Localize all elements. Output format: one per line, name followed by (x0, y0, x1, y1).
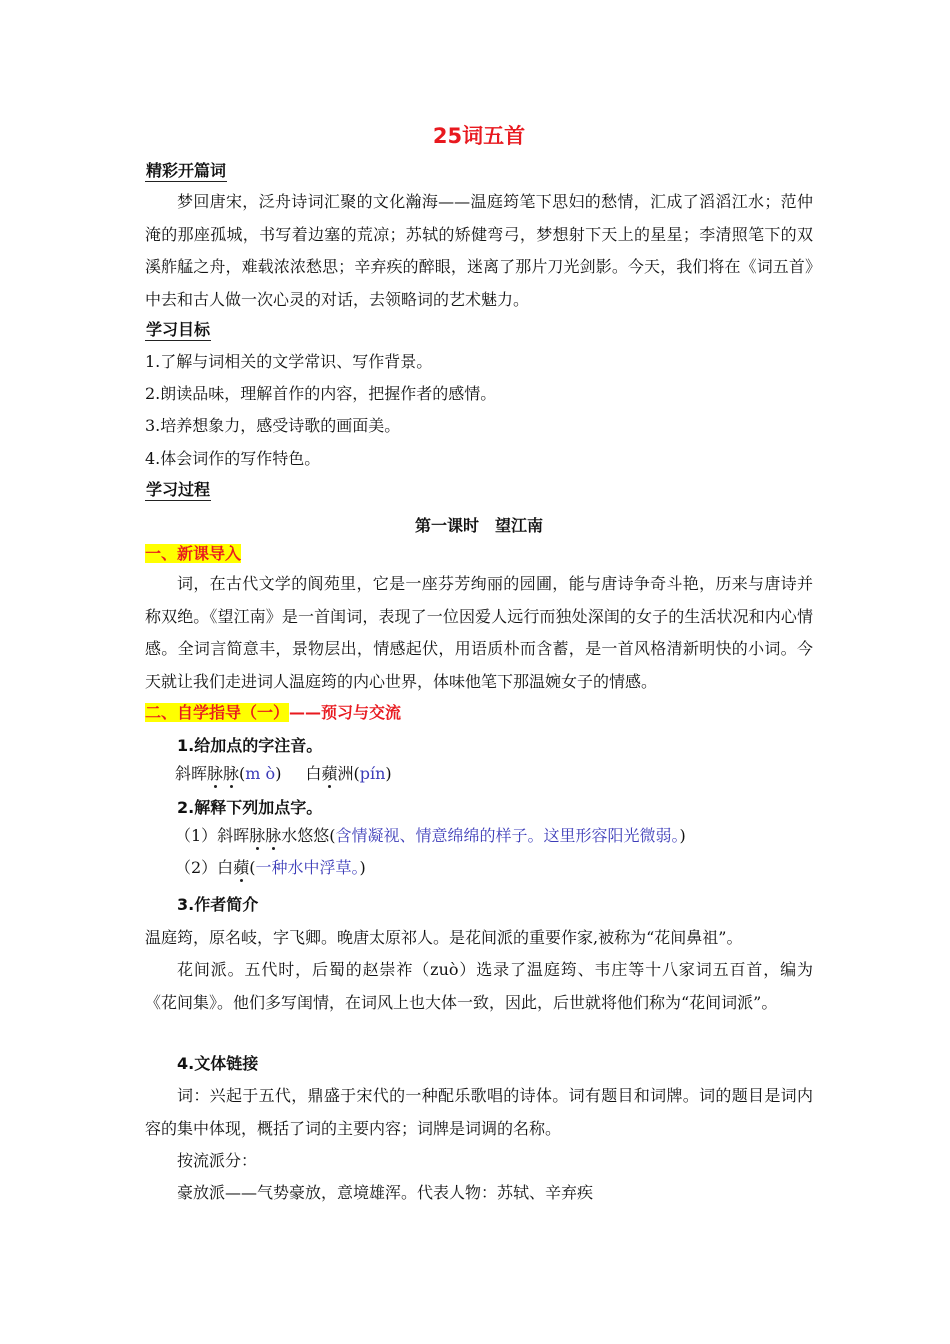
q4-heading: 4.文体链接 (177, 1054, 259, 1073)
section1-paragraph: 词，在古代文学的阆苑里，它是一座芬芳绚丽的园圃，能与唐诗争奇斗艳，历来与唐诗并称双绝。《望江南》是一首闺词，表现了一位因爱人远行而独处深闺的女子的生活状况和内心情感。全词言简意丰，景物层出，情感起伏，用语质朴而含蓄，是一首风格清新明快的小词。今天就让我们走进词人温庭筠的内心世界，体味他笔下那温婉女子的情感。 (145, 574, 813, 691)
document-title: 25词五首 (432, 124, 526, 148)
intro-heading: 精彩开篇词 (146, 161, 227, 180)
q1-pinyin-2: pín (359, 764, 386, 783)
paren: ) (359, 858, 366, 877)
q2-dotted-char: 脉 (249, 826, 266, 845)
paren: ) (275, 764, 282, 783)
q2-item1-prefix: （1）斜晖 (175, 826, 250, 845)
q3-heading: 3.作者简介 (177, 895, 259, 914)
goal-item-3: 3.培养想象力，感受诗歌的画面美。 (145, 416, 401, 435)
q3-paragraph-1: 温庭筠，原名岐，字飞卿。晚唐太原祁人。是花间派的重要作家,被称为“花间鼻祖”。 (145, 928, 743, 947)
q1-word2-suffix: 洲 (337, 764, 354, 783)
section1-heading (145, 544, 241, 564)
q1-dotted-char: 脉 (223, 764, 240, 783)
intro-paragraph: 梦回唐宋，泛舟诗词汇聚的文化瀚海——温庭筠笔下思妇的愁情，汇成了滔滔江水；范仲淹的那座孤城，书写着边塞的荒凉；苏轼的矫健弯弓，梦想射下天上的星星；李清照笔下的双溪舴艋之舟，难载浓浓愁思；辛弃疾的醉眼，迷离了那片刀光剑影。今天，我们将在《词五首》中去和古人做一次心灵的对话，去领略词的艺术魅力。 (145, 192, 813, 309)
q1-dotted-char: 脉 (207, 764, 224, 783)
paren: ( (249, 858, 256, 877)
q2-answer-1: 含情凝视、情意绵绵的样子。这里形容阳光微弱。 (335, 826, 680, 845)
paren: ) (385, 764, 392, 783)
q2-answer-2: 一种水中浮草。 (255, 858, 360, 877)
q2-item1-suffix: 水悠悠( (281, 826, 336, 845)
paren: ( (239, 764, 246, 783)
q3-paragraph-2: 花间派。五代时，后蜀的赵崇祚（zuò）选录了温庭筠、韦庄等十八家词五百首，编为《花间集》。他们多写闺情，在词风上也大体一致，因此，后世就将他们称为“花间词派”。 (145, 960, 813, 1012)
section1-label: 一、新课导入 (145, 544, 242, 563)
q1-word2-prefix: 白 (305, 764, 322, 783)
q4-paragraph-3: 豪放派——气势豪放，意境雄浑。代表人物：苏轼、辛弃疾 (177, 1183, 594, 1202)
q2-item-2 (175, 858, 366, 878)
section2-heading (145, 703, 401, 723)
q1-line (175, 764, 392, 784)
q4-paragraph-2: 按流派分： (177, 1151, 258, 1170)
q2-heading: 2.解释下列加点字。 (177, 798, 323, 817)
q2-dotted-char: 脉 (265, 826, 282, 845)
q1-heading: 1.给加点的字注音。 (177, 736, 323, 755)
lesson-title: 第一课时 望江南 (414, 516, 543, 535)
process-heading: 学习过程 (146, 480, 211, 499)
q4-paragraph-1: 词：兴起于五代，鼎盛于宋代的一种配乐歌唱的诗体。词有题目和词牌。词的题目是词内容的集中体现，概括了词的主要内容；词牌是词调的名称。 (145, 1086, 813, 1138)
q2-dotted-char: 蘋 (233, 858, 250, 877)
goal-item-2: 2.朗读品味，理解首作的内容，把握作者的感情。 (145, 384, 497, 403)
q1-word1-prefix: 斜晖 (175, 764, 208, 783)
q2-item-1 (175, 826, 686, 846)
q2-item2-prefix: （2）白 (175, 858, 234, 877)
goal-item-1: 1.了解与词相关的文学常识、写作背景。 (145, 352, 433, 371)
section2-suffix: ——预习与交流 (289, 703, 402, 722)
paren: ( (353, 764, 360, 783)
q1-pinyin-1: m ò (245, 764, 276, 783)
paren: ) (679, 826, 686, 845)
goals-heading: 学习目标 (146, 320, 211, 339)
q1-dotted-char: 蘋 (321, 764, 338, 783)
goal-item-4: 4.体会词作的写作特色。 (145, 449, 321, 468)
section2-label: 二、自学指导（一） (145, 703, 290, 722)
